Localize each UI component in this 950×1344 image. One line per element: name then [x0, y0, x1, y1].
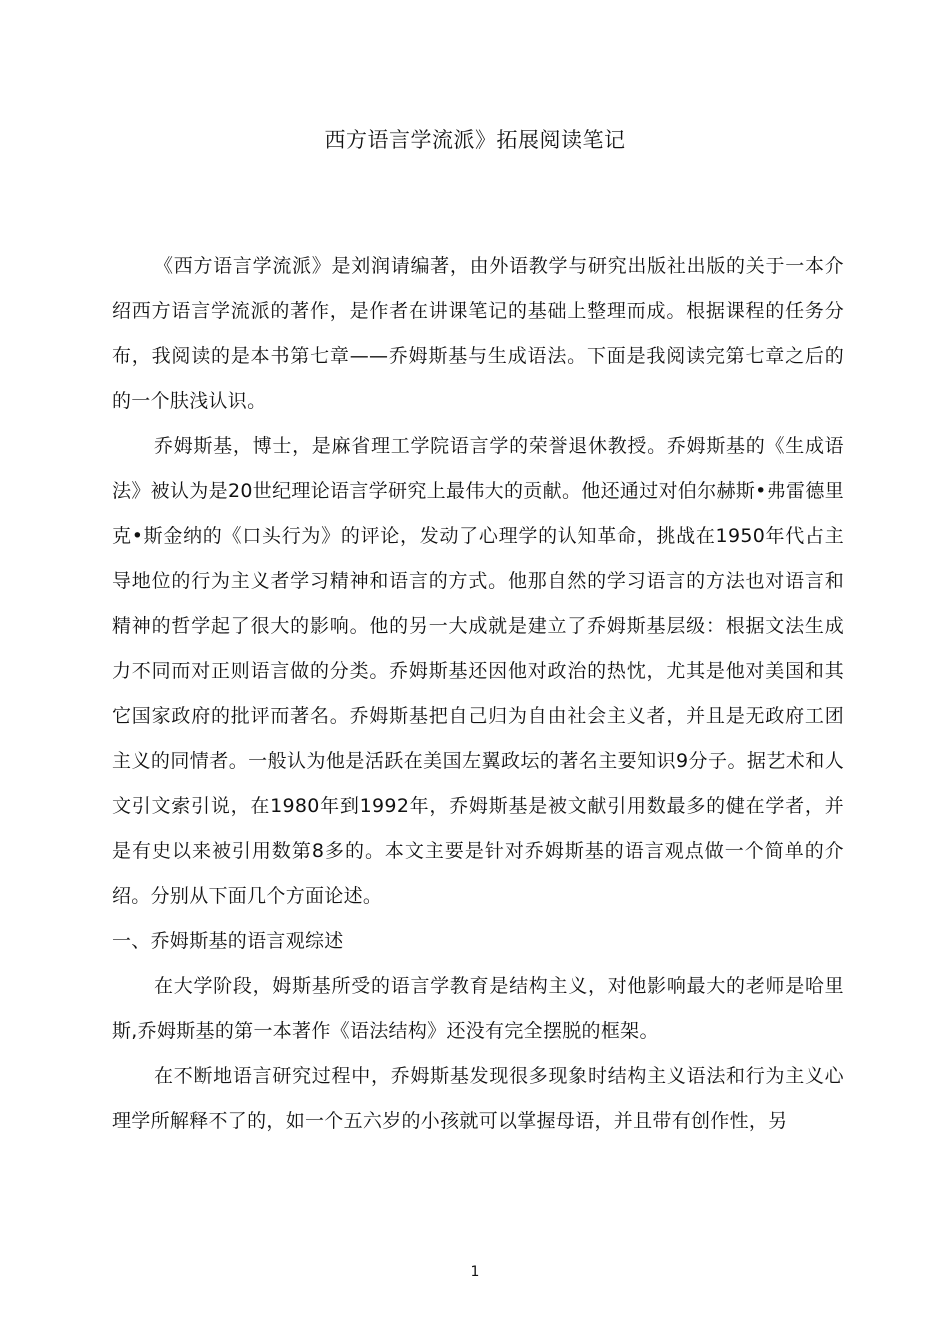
- paragraph-chomsky-bio: 乔姆斯基，博士，是麻省理工学院语言学的荣誉退休教授。乔姆斯基的《生成语法》被认为是20世纪理论语言学研究上最伟大的贡献。他还通过对伯尔赫斯•弗雷德里克•斯金纳的《口头行为》的评论，发动了心理学的认知革命，挑战在1950年代占主导地位的行为主义者学习精神和语言的方式。他那自然的学习语言的方法也对语言和精神的哲学起了很大的影响。他的另一大成就是建立了乔姆斯基层级：根据文法生成力不同而对正则语言做的分类。乔姆斯基还因他对政治的热忱，尤其是他对美国和其它国家政府的批评而著名。乔姆斯基把自己归为自由社会主义者，并且是无政府工团主义的同情者。一般认为他是活跃在美国左翼政坛的著名主要知识9分子。据艺术和人文引文索引说，在1980年到1992年，乔姆斯基是被文献引用数最多的健在学者，并是有史以来被引用数第8多的。本文主要是针对乔姆斯基的语言观点做一个简单的介绍。分别从下面几个方面论述。: [112, 435, 844, 907]
- document-body: [112, 244, 844, 1144]
- page-number: 1: [470, 1264, 480, 1280]
- paragraph-university-stage: 在大学阶段，姆斯基所受的语言学教育是结构主义，对他影响最大的老师是哈里斯,乔姆斯基的第一本著作《语法结构》还没有完全摆脱的框架。: [112, 975, 844, 1042]
- paragraph-intro: 《西方语言学流派》是刘润请编著，由外语教学与研究出版社出版的关于一本介绍西方语言学流派的著作，是作者在讲课笔记的基础上整理而成。根据课程的任务分布，我阅读的是本书第七章——乔姆斯基与生成语法。下面是我阅读完第七章之后的的一个肤浅认识。: [112, 255, 844, 412]
- section-heading-1: 一、乔姆斯基的语言观综述: [112, 930, 344, 952]
- paragraph-research-process: 在不断地语言研究过程中，乔姆斯基发现很多现象时结构主义语法和行为主义心理学所解释不了的，如一个五六岁的小孩就可以掌握母语，并且带有创作性，另: [112, 1065, 844, 1132]
- document-title: 西方语言学流派》拓展阅读笔记: [324, 128, 626, 152]
